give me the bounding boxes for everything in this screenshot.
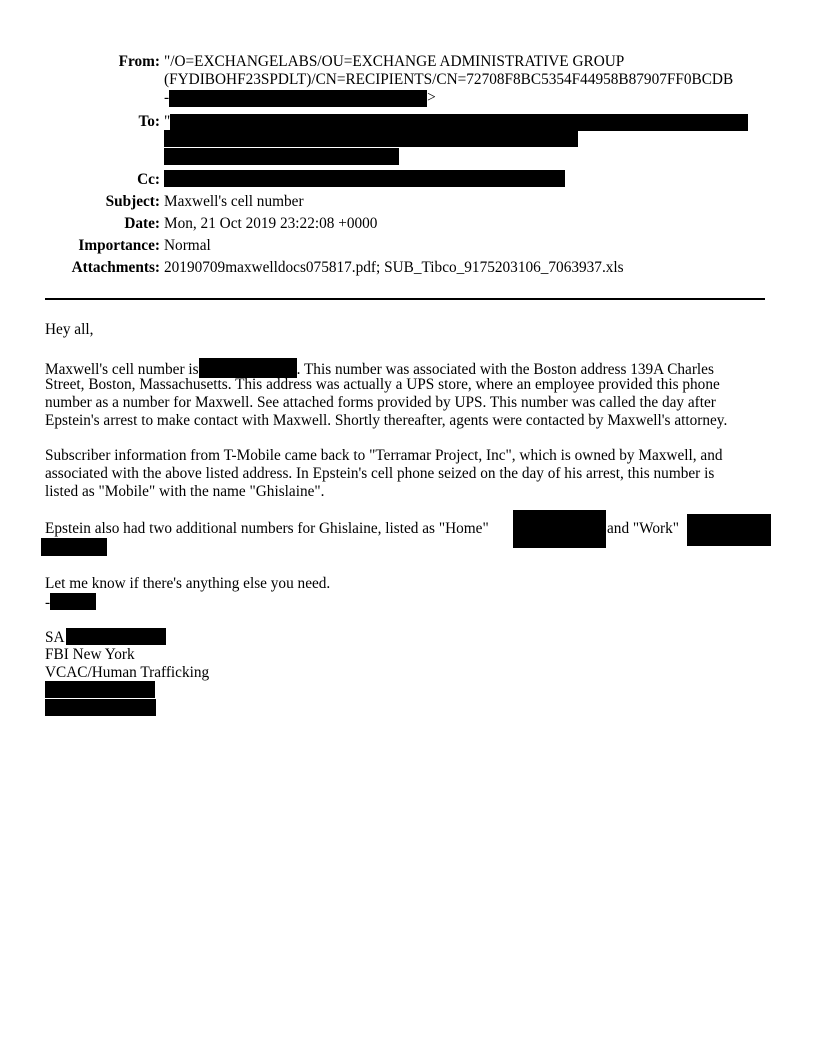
date-label: Date: <box>124 215 160 232</box>
date-value: Mon, 21 Oct 2019 23:22:08 +0000 <box>164 215 378 232</box>
paragraph-2-line-2: associated with the above listed address. In Epstein's cell phone seized on the day of his arrest, this number is <box>45 465 715 482</box>
redaction-from <box>169 90 427 107</box>
paragraph-1-line-2: Street, Boston, Massachusetts. This address was actually a UPS store, where an employee provided this phone <box>45 376 720 393</box>
cc-label: Cc: <box>137 171 160 188</box>
paragraph-2-line-3: listed as "Mobile" with the name "Ghislaine". <box>45 483 325 500</box>
signature-dash-line <box>45 593 96 612</box>
p1-text-a: Maxwell's cell number is <box>45 361 199 378</box>
redaction-sender-initial <box>50 593 96 610</box>
importance-label: Importance: <box>78 237 160 254</box>
subject-value: Maxwell's cell number <box>164 193 304 210</box>
redaction-cell-number <box>199 358 297 378</box>
importance-value: Normal <box>164 237 211 254</box>
p1-text-b: . This number was associated with the Boston address 139A Charles <box>296 361 714 378</box>
from-prefix: - <box>164 89 170 106</box>
paragraph-3-work: and "Work" <box>607 520 680 537</box>
redaction-cc <box>164 170 565 187</box>
greeting: Hey all, <box>45 321 94 338</box>
signature-unit: VCAC/Human Trafficking <box>45 664 210 681</box>
redaction-to-3 <box>164 148 399 165</box>
to-label: To: <box>138 113 160 130</box>
to-value-line1 <box>164 113 748 131</box>
redaction-home-number <box>513 510 606 548</box>
sig-sa: SA <box>45 629 65 646</box>
closing-line: Let me know if there's anything else you need. <box>45 575 331 592</box>
from-value-line3 <box>164 89 436 107</box>
attachments-label: Attachments: <box>71 259 160 276</box>
signature-sa-line <box>45 628 166 647</box>
redaction-signature-2 <box>45 699 156 716</box>
paragraph-3-line-1: Epstein also had two additional numbers for Ghislaine, listed as "Home" <box>45 520 489 537</box>
paragraph-1-line-3: number as a number for Maxwell. See attached forms provided by UPS. This number was called the day after <box>45 394 716 411</box>
redaction-to-2 <box>164 130 578 147</box>
paragraph-2-line-1: Subscriber information from T-Mobile came back to "Terramar Project, Inc", which is owned by Maxwell, and <box>45 447 723 464</box>
sig-dash: - <box>45 594 51 611</box>
from-label: From: <box>118 53 160 70</box>
header-divider <box>45 298 765 300</box>
paragraph-1-line-4: Epstein's arrest to make contact with Maxwell. Shortly thereafter, agents were contacted by Maxwell's attorney. <box>45 412 728 429</box>
to-prefix: " <box>164 113 171 130</box>
signature-office: FBI New York <box>45 646 135 663</box>
from-suffix: > <box>427 89 436 106</box>
from-value-line2: (FYDIBOHF23SPDLT)/CN=RECIPIENTS/CN=72708F8BC5354F44958B87907FF0BCDB <box>164 71 734 88</box>
redaction-to-1 <box>170 114 748 131</box>
subject-label: Subject: <box>105 193 160 210</box>
redaction-agent-name <box>66 628 166 645</box>
attachments-value: 20190709maxwelldocs075817.pdf; SUB_Tibco_9175203106_7063937.xls <box>164 259 624 276</box>
from-value-line1: "/O=EXCHANGELABS/OU=EXCHANGE ADMINISTRATIVE GROUP <box>164 53 625 70</box>
redaction-work-number-1 <box>687 514 771 546</box>
redaction-signature-1 <box>45 681 155 698</box>
redaction-work-number-2 <box>41 538 107 556</box>
